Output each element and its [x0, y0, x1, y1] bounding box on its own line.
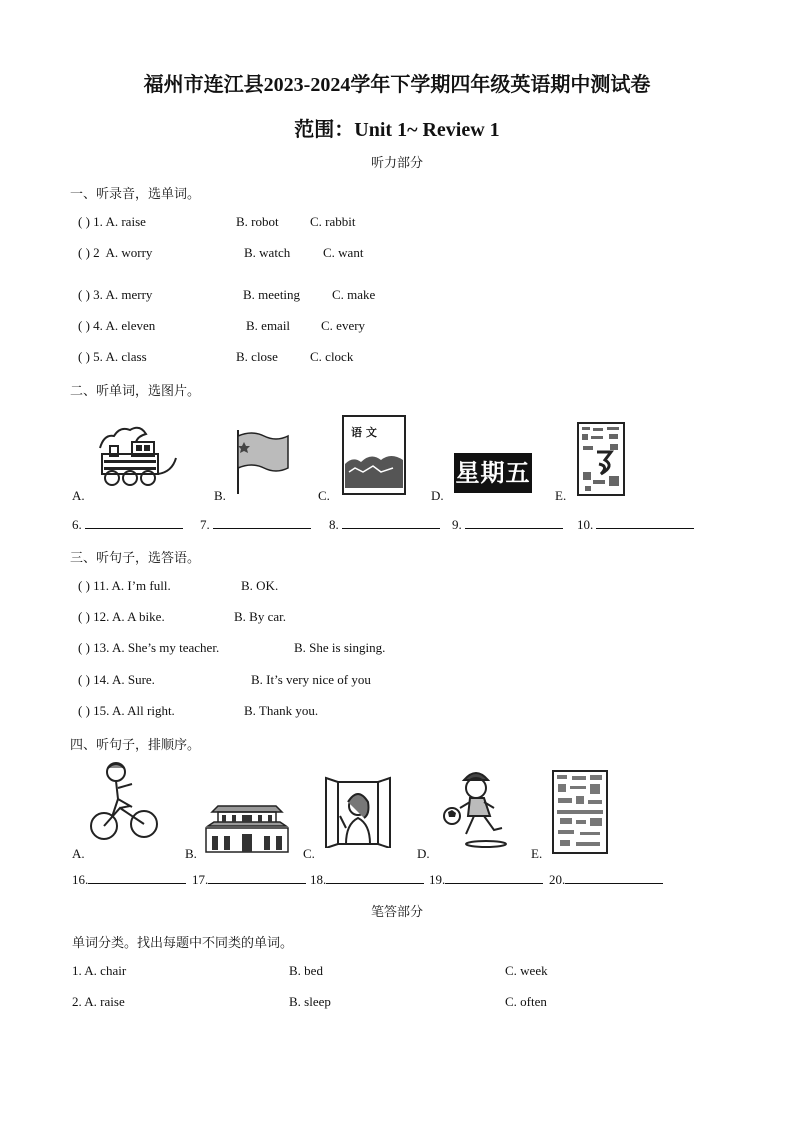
question-number: 4.	[93, 318, 103, 333]
girl-at-window-image	[324, 776, 392, 848]
option-c: C. often	[505, 994, 547, 1009]
option-c: C. make	[332, 287, 376, 302]
part1-heading: 一、听录音，选单词。	[70, 186, 201, 201]
pic-label: E.	[531, 846, 543, 861]
question-number: 1.	[72, 963, 82, 978]
pic-label: E.	[555, 488, 567, 503]
blank-20[interactable]: 20.	[549, 871, 663, 888]
pic-label: B.	[214, 488, 226, 503]
option-c: C. want	[323, 245, 364, 260]
question-row	[78, 578, 171, 594]
page-title: 福州市连江县2023-2024学年下学期四年级英语期中测试卷	[143, 74, 651, 96]
question-row	[78, 349, 147, 365]
page-subtitle: 范围：Unit 1~ Review 1	[294, 119, 500, 141]
blank-16[interactable]: 16.	[72, 871, 186, 888]
pic-label: D.	[431, 488, 444, 503]
option-b: B. She is singing.	[294, 640, 386, 655]
english-book-image	[552, 770, 608, 854]
option-a: A. raise	[84, 994, 125, 1009]
question-number: 1.	[93, 214, 103, 229]
answer-paren[interactable]: ( )	[78, 640, 90, 655]
option-c: C. every	[321, 318, 366, 333]
answer-paren[interactable]: ( )	[78, 287, 90, 302]
option-a: A. raise	[105, 214, 146, 229]
option-a: A. All right.	[111, 703, 175, 718]
option-a: A. She’s my teacher.	[111, 640, 220, 655]
option-b: B. It’s very nice of you	[251, 672, 371, 687]
pic-label: C.	[318, 488, 330, 503]
option-b: B. watch	[244, 245, 291, 260]
listening-header: 听力部分	[370, 155, 423, 170]
answer-paren[interactable]: ( )	[78, 318, 90, 333]
answer-paren[interactable]: ( )	[78, 703, 90, 718]
question-row	[78, 287, 152, 303]
option-a: A. chair	[84, 963, 127, 978]
option-b: B. By car.	[234, 609, 286, 624]
answer-paren[interactable]: ( )	[78, 214, 90, 229]
option-c: C. clock	[310, 349, 354, 364]
part4-heading: 四、听句子，排顺序。	[70, 737, 201, 752]
question-number: 15.	[93, 703, 110, 718]
pic-label: D.	[417, 846, 430, 861]
option-b: B. bed	[289, 963, 323, 978]
option-b: B. OK.	[241, 578, 279, 593]
book-title: 语 文	[351, 426, 377, 439]
question-row	[72, 994, 125, 1010]
part5-heading: 单词分类。找出每题中不同类的单词。	[72, 935, 294, 950]
question-number: 2	[93, 245, 100, 260]
flag-image	[232, 426, 292, 494]
blank-8[interactable]: 8.	[329, 516, 440, 533]
option-a: A. I’m full.	[111, 578, 171, 593]
pic-label: A.	[72, 846, 85, 861]
tiananmen-image	[204, 802, 290, 854]
option-a: A. eleven	[105, 318, 156, 333]
part2-heading: 二、听单词，选图片。	[70, 383, 201, 398]
question-number: 14.	[93, 672, 110, 687]
friday-sign: 星期五	[454, 453, 532, 493]
girl-riding-bike-image	[90, 760, 158, 844]
answer-paren[interactable]: ( )	[78, 245, 90, 260]
question-row	[78, 640, 219, 656]
option-a: A. worry	[105, 245, 153, 260]
question-number: 11.	[93, 578, 109, 593]
blank-19[interactable]: 19.	[429, 871, 543, 888]
question-row	[72, 963, 126, 979]
blank-10[interactable]: 10.	[577, 516, 694, 533]
blank-18[interactable]: 18.	[310, 871, 424, 888]
question-row	[78, 318, 155, 334]
option-c: C. rabbit	[310, 214, 356, 229]
answer-paren[interactable]: ( )	[78, 672, 90, 687]
option-b: B. meeting	[243, 287, 301, 302]
pic-label: C.	[303, 846, 315, 861]
option-b: B. close	[236, 349, 278, 364]
question-row	[78, 214, 146, 230]
option-b: B. robot	[236, 214, 279, 229]
chinese-book-image	[341, 414, 407, 496]
question-row	[78, 672, 155, 688]
option-b: B. Thank you.	[244, 703, 319, 718]
pic-label: A.	[72, 488, 85, 503]
blank-9[interactable]: 9.	[452, 516, 563, 533]
option-a: A. A bike.	[111, 609, 165, 624]
answer-paren[interactable]: ( )	[78, 609, 90, 624]
option-a: A. merry	[105, 287, 153, 302]
question-row	[78, 245, 152, 261]
blank-7[interactable]: 7.	[200, 516, 311, 533]
question-number: 13.	[93, 640, 110, 655]
option-a: A. Sure.	[111, 672, 155, 687]
writing-header: 笔答部分	[370, 904, 423, 919]
character-card-image	[577, 422, 625, 496]
question-number: 5.	[93, 349, 103, 364]
answer-paren[interactable]: ( )	[78, 578, 90, 593]
option-a: A. class	[105, 349, 147, 364]
part3-heading: 三、听句子，选答语。	[70, 550, 201, 565]
pic-label: B.	[185, 846, 197, 861]
boy-playing-football-image	[440, 766, 512, 848]
question-number: 3.	[93, 287, 103, 302]
question-row	[78, 609, 165, 625]
option-b: B. email	[246, 318, 291, 333]
question-number: 12.	[93, 609, 110, 624]
answer-paren[interactable]: ( )	[78, 349, 90, 364]
question-number: 2.	[72, 994, 82, 1009]
train-image	[92, 420, 184, 492]
question-row	[78, 703, 175, 719]
option-c: C. week	[505, 963, 548, 978]
blank-17[interactable]: 17.	[192, 871, 306, 888]
option-b: B. sleep	[289, 994, 331, 1009]
blank-6[interactable]: 6.	[72, 516, 183, 533]
